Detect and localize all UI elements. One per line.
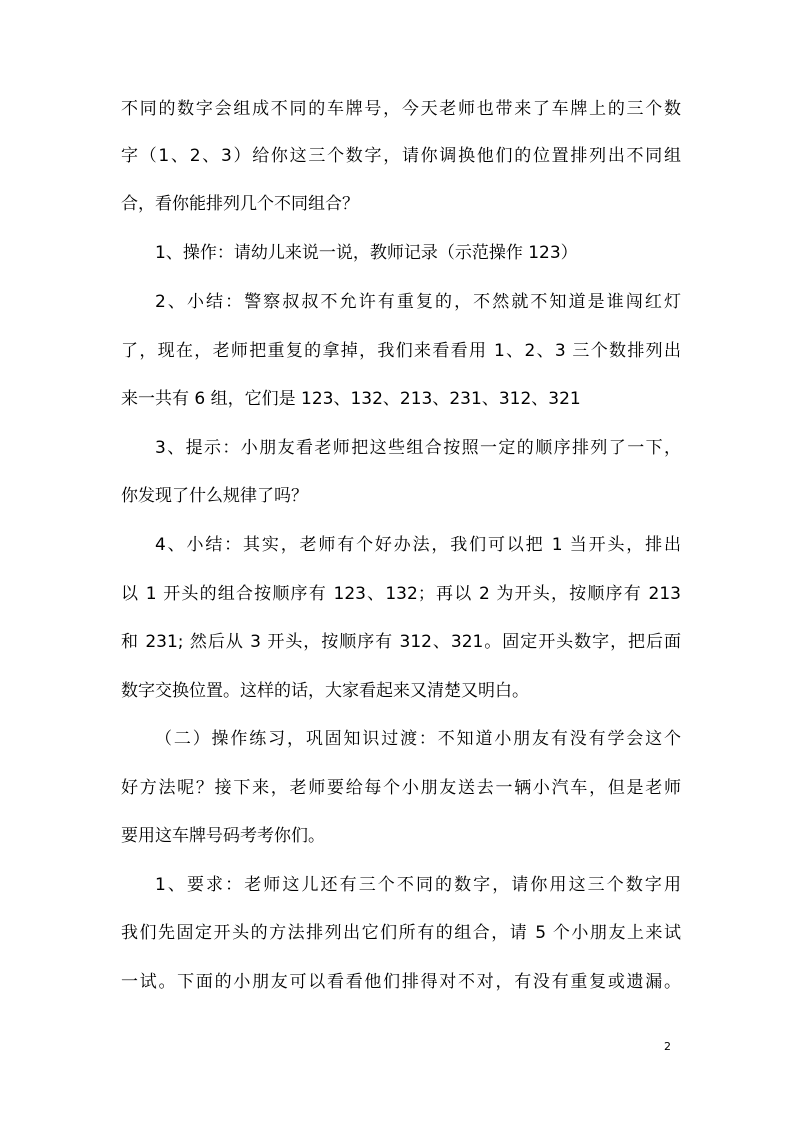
- text-line: 不同的数字会组成不同的车牌号，今天老师也带来了车牌上的三个数: [121, 99, 681, 119]
- text-line: 要用这车牌号码考考你们。: [121, 826, 325, 846]
- text-line: 来一共有 6 组，它们是 123、132、213、231、312、321: [121, 389, 581, 409]
- text-line: 2、小结：警察叔叔不允许有重复的，不然就不知道是谁闯红灯: [155, 292, 681, 312]
- text-line: 合，看你能排列几个不同组合？: [121, 194, 359, 214]
- text-line: 和 231; 然后从 3 开头，按顺序有 312、321。固定开头数字，把后面: [121, 632, 681, 652]
- text-line: 一试。下面的小朋友可以看看他们排得对不对，有没有重复或遗漏。: [121, 972, 681, 992]
- text-line: 1、要求：老师这儿还有三个不同的数字，请你用这三个数字用: [155, 875, 681, 895]
- text-line: 数字交换位置。这样的话，大家看起来又清楚又明白。: [121, 681, 529, 701]
- text-line: 了，现在，老师把重复的拿掉，我们来看看用 1、2、3 三个数排列出: [121, 341, 681, 361]
- text-line: （二）操作练习，巩固知识过渡：不知道小朋友有没有学会这个: [155, 729, 681, 749]
- text-line: 字（1、2、3）给你这三个数字，请你调换他们的位置排列出不同组: [121, 146, 681, 166]
- text-line: 好方法呢？接下来，老师要给每个小朋友送去一辆小汽车，但是老师: [121, 778, 681, 798]
- text-line: 你发现了什么规律了吗？: [121, 486, 308, 506]
- page-number: 2: [664, 1040, 671, 1053]
- text-line: 4、小结：其实，老师有个好办法，我们可以把 1 当开头，排出: [155, 535, 681, 555]
- text-line: 我们先固定开头的方法排列出它们所有的组合，请 5 个小朋友上来试: [121, 923, 681, 943]
- text-line: 3、提示：小朋友看老师把这些组合按照一定的顺序排列了一下，: [155, 438, 681, 458]
- text-line: 1、操作：请幼儿来说一说，教师记录（示范操作 123）: [155, 243, 578, 263]
- text-line: 以 1 开头的组合按顺序有 123、132；再以 2 为开头，按顺序有 213: [121, 584, 681, 604]
